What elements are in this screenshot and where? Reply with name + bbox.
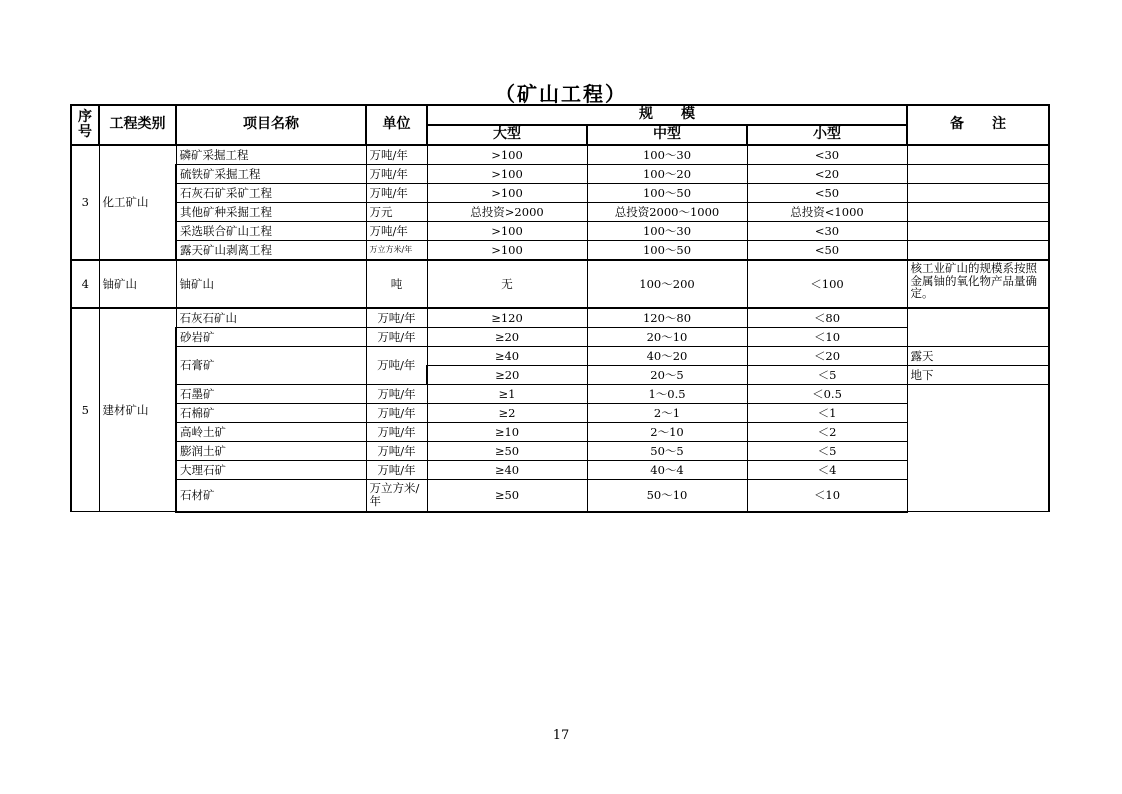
unit: 万立方米/年: [366, 241, 427, 261]
project-name: 膨润土矿: [176, 442, 366, 461]
small-value: ＜5: [747, 442, 907, 461]
header-remark: 备 注: [907, 105, 1049, 145]
unit: 万吨/年: [366, 165, 427, 184]
medium-value: 1～0.5: [587, 385, 747, 404]
unit: 吨: [366, 260, 427, 308]
medium-value: 120～80: [587, 308, 747, 328]
project-name: 大理石矿: [176, 461, 366, 480]
large-value: ≥40: [427, 461, 587, 480]
page-number: 17: [552, 728, 570, 743]
header-scale: 规 模: [427, 105, 907, 125]
large-value: 无: [427, 260, 587, 308]
project-name: 其他矿种采掘工程: [176, 203, 366, 222]
project-name: 石棉矿: [176, 404, 366, 423]
medium-value: 100～30: [587, 145, 747, 165]
medium-value: 40～4: [587, 461, 747, 480]
medium-value: 总投资2000～1000: [587, 203, 747, 222]
unit: 万吨/年: [366, 145, 427, 165]
unit: 万吨/年: [366, 222, 427, 241]
header-category: 工程类别: [99, 105, 176, 145]
unit: 万吨/年: [366, 461, 427, 480]
remark: [907, 308, 1049, 347]
small-value: ＜20: [747, 347, 907, 366]
large-value: ≥20: [427, 328, 587, 347]
large-value: ≥50: [427, 480, 587, 512]
remark: [907, 203, 1049, 222]
project-name: 磷矿采掘工程: [176, 145, 366, 165]
project-name: 高岭土矿: [176, 423, 366, 442]
medium-value: 100～200: [587, 260, 747, 308]
unit: 万吨/年: [366, 404, 427, 423]
remark: 露天: [907, 347, 1049, 366]
header-unit: 单位: [366, 105, 427, 145]
project-name: 石墨矿: [176, 385, 366, 404]
large-value: >100: [427, 184, 587, 203]
small-value: <30: [747, 222, 907, 241]
group-category: 建材矿山: [99, 308, 176, 512]
medium-value: 2～10: [587, 423, 747, 442]
header-medium: 中型: [587, 125, 747, 145]
large-value: >100: [427, 241, 587, 261]
large-value: ≥2: [427, 404, 587, 423]
small-value: <30: [747, 145, 907, 165]
group-seq: 4: [71, 260, 99, 308]
mining-scale-table: [70, 104, 1050, 513]
remark: [907, 145, 1049, 165]
small-value: ＜10: [747, 328, 907, 347]
header-seq: 序号: [71, 105, 99, 145]
small-value: ＜1: [747, 404, 907, 423]
project-name: 露天矿山剥离工程: [176, 241, 366, 261]
group-category: 化工矿山: [99, 145, 176, 260]
large-value: >100: [427, 145, 587, 165]
project-name: 硫铁矿采掘工程: [176, 165, 366, 184]
small-value: <50: [747, 241, 907, 261]
unit: 万吨/年: [366, 442, 427, 461]
project-name: 石灰石矿采矿工程: [176, 184, 366, 203]
remark: [907, 385, 1049, 512]
small-value: <50: [747, 184, 907, 203]
unit: 万吨/年: [366, 328, 427, 347]
medium-value: 50～10: [587, 480, 747, 512]
small-value: ＜100: [747, 260, 907, 308]
large-value: ≥40: [427, 347, 587, 366]
small-value: ＜5: [747, 366, 907, 385]
header-small: 小型: [747, 125, 907, 145]
project-name: 铀矿山: [176, 260, 366, 308]
project-name: 石膏矿: [176, 347, 366, 385]
small-value: ＜0.5: [747, 385, 907, 404]
header-large: 大型: [427, 125, 587, 145]
project-name: 采选联合矿山工程: [176, 222, 366, 241]
remark: 地下: [907, 366, 1049, 385]
medium-value: 100～20: [587, 165, 747, 184]
remark: [907, 184, 1049, 203]
small-value: ＜10: [747, 480, 907, 512]
project-name: 石灰石矿山: [176, 308, 366, 328]
unit: 万吨/年: [366, 385, 427, 404]
remark: [907, 241, 1049, 261]
small-value: 总投资<1000: [747, 203, 907, 222]
large-value: ≥120: [427, 308, 587, 328]
large-value: ≥20: [427, 366, 587, 385]
project-name: 砂岩矿: [176, 328, 366, 347]
group-category: 铀矿山: [99, 260, 176, 308]
medium-value: 50～5: [587, 442, 747, 461]
medium-value: 100～50: [587, 241, 747, 261]
small-value: <20: [747, 165, 907, 184]
medium-value: 40～20: [587, 347, 747, 366]
large-value: ≥10: [427, 423, 587, 442]
remark: [907, 165, 1049, 184]
unit: 万吨/年: [366, 308, 427, 328]
header-project: 项目名称: [176, 105, 366, 145]
large-value: ≥1: [427, 385, 587, 404]
unit: 万立方米/年: [366, 480, 427, 512]
medium-value: 2～1: [587, 404, 747, 423]
medium-value: 20～5: [587, 366, 747, 385]
group-seq: 3: [71, 145, 99, 260]
unit: 万吨/年: [366, 423, 427, 442]
remark: [907, 222, 1049, 241]
large-value: ≥50: [427, 442, 587, 461]
small-value: ＜4: [747, 461, 907, 480]
project-name: 石材矿: [176, 480, 366, 512]
large-value: >100: [427, 165, 587, 184]
medium-value: 100～50: [587, 184, 747, 203]
medium-value: 20～10: [587, 328, 747, 347]
small-value: ＜80: [747, 308, 907, 328]
small-value: ＜2: [747, 423, 907, 442]
table-title: （矿山工程）: [495, 82, 627, 106]
unit: 万吨/年: [366, 347, 427, 385]
group-seq: 5: [71, 308, 99, 512]
large-value: >100: [427, 222, 587, 241]
remark: 核工业矿山的规模系按照金属铀的氧化物产品量确定。: [907, 260, 1049, 308]
unit: 万吨/年: [366, 184, 427, 203]
medium-value: 100～30: [587, 222, 747, 241]
unit: 万元: [366, 203, 427, 222]
large-value: 总投资>2000: [427, 203, 587, 222]
